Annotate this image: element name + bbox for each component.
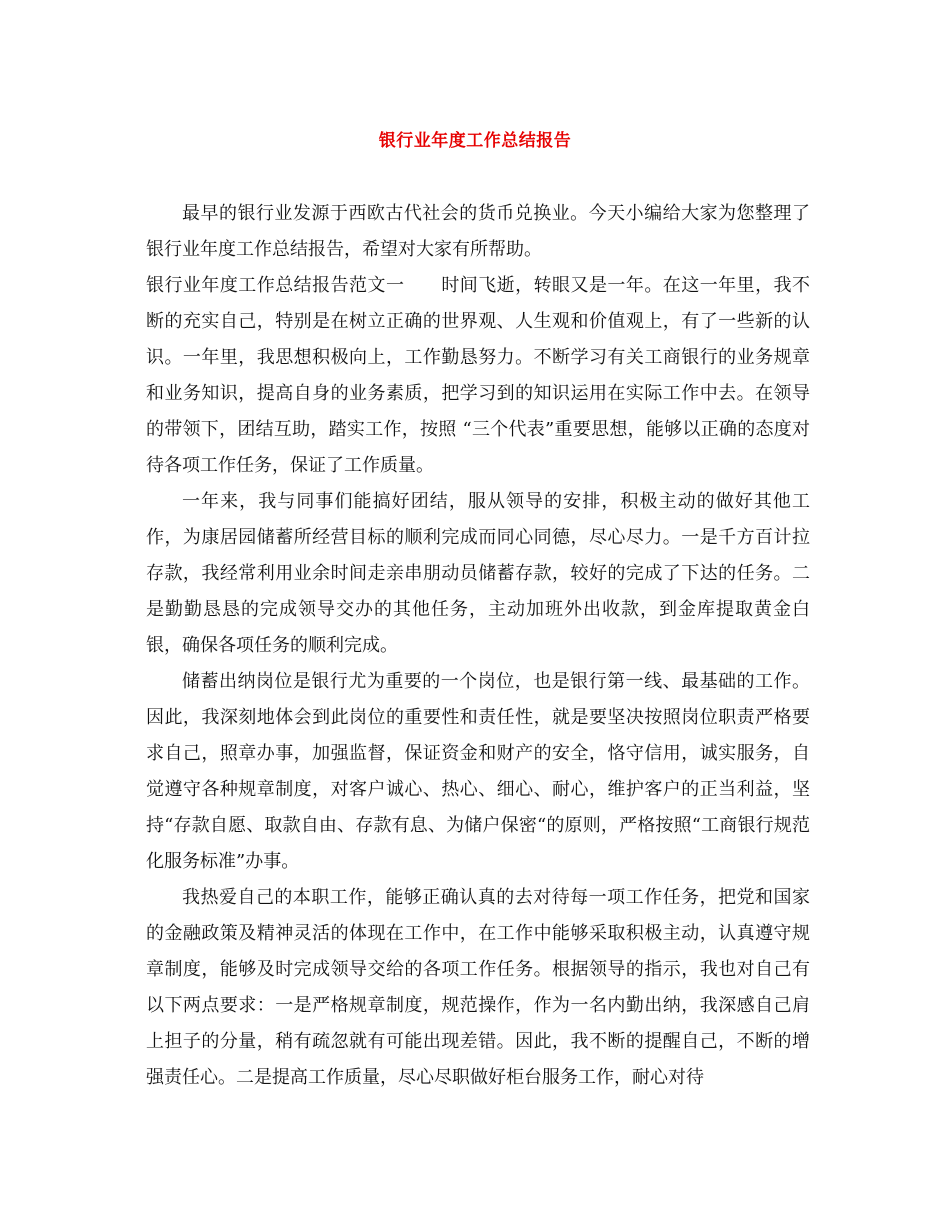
document-body xyxy=(146,196,810,1096)
paragraph-self-requirements: 我热爱自己的本职工作，能够正确认真的去对待每一项工作任务，把党和国家的金融政策及精神灵活的体现在工作中，在工作中能够采取积极主动，认真遵守规章制度，能够及时完成领导交给的各项工作任务。根据领导的指示，我也对自己有以下两点要求：一是严格规章制度，规范操作，作为一名内勤出纳，我深感自己肩上担子的分量，稍有疏忽就有可能出现差错。因此，我不断的提醒自己，不断的增强责任心。二是提高工作质量，尽心尽职做好柜台服务工作，耐心对待 xyxy=(146,887,810,1088)
paragraph-cashier-role: 储蓄出纳岗位是银行尤为重要的一个岗位，也是银行第一线、最基础的工作。因此，我深刻地体会到此岗位的重要性和责任性，就是要坚决按照岗位职责严格要求自己，照章办事，加强监督，保证资金和财产的安全，恪守信用，诚实服务，自觉遵守各种规章制度，对客户诚心、热心、细心、耐心，维护客户的正当利益，坚持“存款自愿、取款自由、存款有息、为储户保密“的原则，严格按照“工商银行规范化服务标准”办事。 xyxy=(146,671,810,872)
paragraph-teamwork: 一年来，我与同事们能搞好团结，服从领导的安排，积极主动的做好其他工作，为康居园储蓄所经营目标的顺利完成而同心同德，尽心尽力。一是千方百计拉存款，我经常利用业余时间走亲串朋动员储蓄存款，较好的完成了下达的任务。二是勤勤恳恳的完成领导交办的其他任务，主动加班外出收款，到金库提取黄金白银，确保各项任务的顺利完成。 xyxy=(146,491,810,656)
paragraph-intro: 最早的银行业发源于西欧古代社会的货币兑换业。今天小编给大家为您整理了银行业年度工作总结报告，希望对大家有所帮助。 xyxy=(146,203,810,260)
paragraph-sample-one: 银行业年度工作总结报告范文一 时间飞逝，转眼又是一年。在这一年里，我不断的充实自己，特别是在树立正确的世界观、人生观和价值观上，有了一些新的认识。一年里，我思想积极向上，工作勤恳努力。不断学习有关工商银行的业务规章和业务知识，提高自身的业务素质，把学习到的知识运用在实际工作中去。在领导的带领下，团结互助，踏实工作，按照 “三个代表”重要思想，能够以正确的态度对待各项工作任务，保证了工作质量。 xyxy=(146,275,810,476)
document-title: 银行业年度工作总结报告 xyxy=(378,131,572,151)
